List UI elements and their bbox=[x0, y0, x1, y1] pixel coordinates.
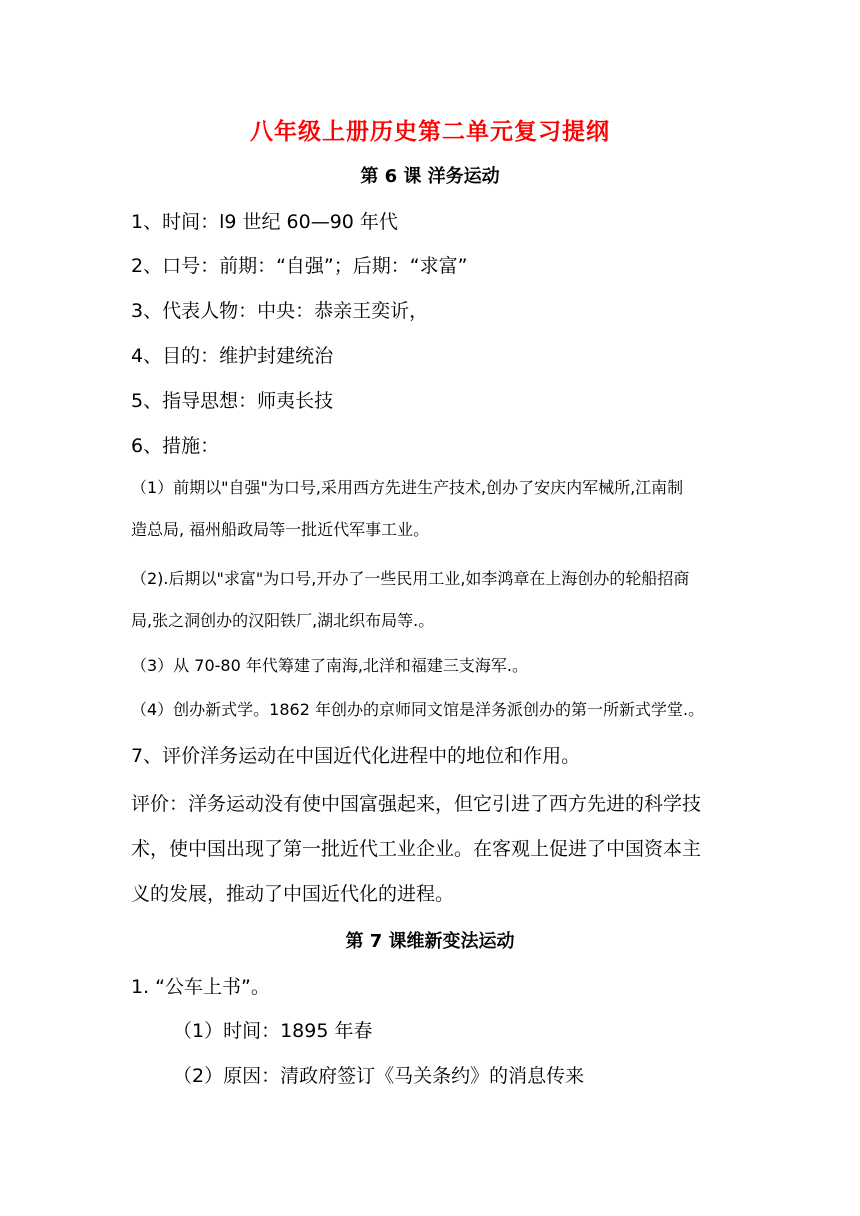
lesson7-sub-time: （1）时间：1895 年春 bbox=[173, 1020, 373, 1042]
lesson7-heading: 第 7 课维新变法运动 bbox=[345, 931, 515, 952]
lesson6-item-measures: 6、措施： bbox=[131, 435, 220, 457]
lesson6-item-purpose: 4、目的：维护封建统治 bbox=[131, 345, 334, 367]
lesson7-item-1: 1. “公车上书”。 bbox=[131, 976, 270, 998]
document-title: 八年级上册历史第二单元复习提纲 bbox=[250, 119, 610, 145]
lesson6-item-slogan: 2、口号：前期：“自强”；后期：“求富” bbox=[131, 255, 468, 277]
measure-1-line-1: （1）前期以"自强"为口号,采用西方先进生产技术,创办了安庆内军械所,江南制 bbox=[131, 478, 684, 497]
evaluation-line-2: 术，使中国出现了第一批近代工业企业。在客观上促进了中国资本主 bbox=[131, 838, 702, 860]
lesson6-item-time: 1、时间：l9 世纪 60—90 年代 bbox=[131, 211, 398, 233]
measure-4: （4）创办新式学。1862 年创办的京师同文馆是洋务派创办的第一所新式学堂.。 bbox=[131, 700, 705, 719]
evaluation-line-1: 评价：洋务运动没有使中国富强起来，但它引进了西方先进的科学技 bbox=[131, 793, 702, 815]
measure-2-line-1: （2).后期以"求富"为口号,开办了一些民用工业,如李鸿章在上海创办的轮船招商 bbox=[131, 569, 690, 588]
lesson6-question-7: 7、评价洋务运动在中国近代化进程中的地位和作用。 bbox=[131, 745, 581, 767]
measure-3: （3）从 70-80 年代筹建了南海,北洋和福建三支海军.。 bbox=[131, 656, 529, 675]
lesson6-heading: 第 6 课 洋务运动 bbox=[360, 166, 500, 187]
measure-2-line-2: 局,张之洞创办的汉阳铁厂,湖北织布局等.。 bbox=[131, 611, 435, 630]
lesson7-sub-cause: （2）原因：清政府签订《马关条约》的消息传来 bbox=[173, 1065, 585, 1087]
lesson6-item-figures: 3、代表人物：中央：恭亲王奕䜣， bbox=[131, 300, 429, 322]
evaluation-line-3: 义的发展，推动了中国近代化的进程。 bbox=[131, 883, 455, 905]
lesson6-item-thought: 5、指导思想：师夷长技 bbox=[131, 390, 334, 412]
measure-1-line-2: 造总局, 福州船政局等一批近代军事工业。 bbox=[131, 520, 430, 539]
